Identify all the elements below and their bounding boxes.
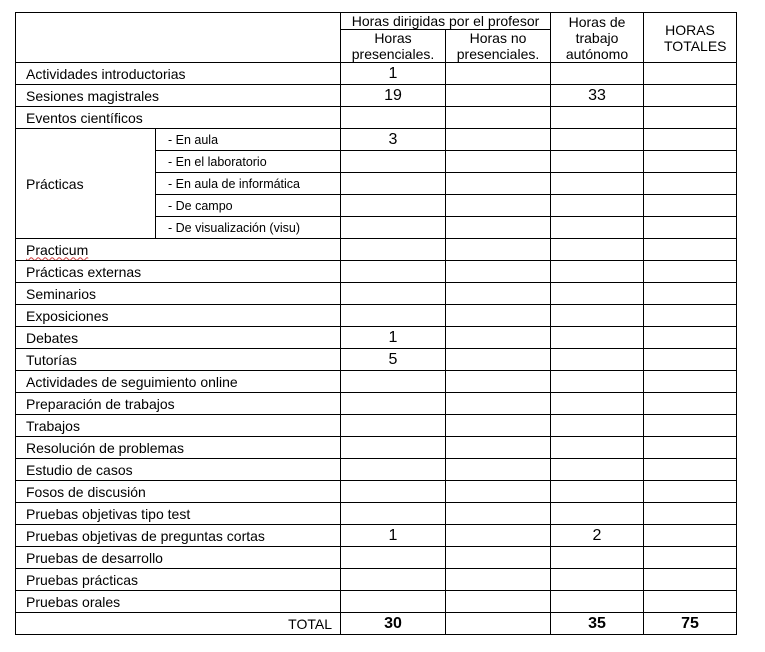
table-row [16,129,737,151]
total-hours [644,591,737,613]
total-hours [644,547,737,569]
non-presential-hours [446,349,551,371]
header-autonomous: Horas de trabajo autónomo [551,13,644,63]
presential-hours [341,481,446,503]
non-presential-hours [446,261,551,283]
autonomous-hours [551,63,644,85]
activity-label: Preparación de trabajos [16,393,341,415]
non-presential-hours [446,195,551,217]
header-total: HORAS TOTALES [644,13,737,63]
activity-label: Actividades de seguimiento online [16,371,341,393]
activity-label: Actividades introductorias [16,63,341,85]
total-overall: 75 [644,613,737,635]
total-hours [644,437,737,459]
autonomous-hours [551,481,644,503]
non-presential-hours [446,239,551,261]
non-presential-hours [446,503,551,525]
autonomous-hours [551,415,644,437]
non-presential-hours [446,129,551,151]
total-hours [644,569,737,591]
activity-label: Resolución de problemas [16,437,341,459]
total-non-presential [446,613,551,635]
total-hours [644,327,737,349]
table-row [16,85,737,107]
table-row [16,349,737,371]
presential-hours [341,173,446,195]
total-hours [644,349,737,371]
total-hours [644,305,737,327]
table-row [16,503,737,525]
autonomous-hours [551,327,644,349]
activity-label: Pruebas objetivas de preguntas cortas [16,525,341,547]
presential-hours: 1 [341,63,446,85]
activity-label: Sesiones magistrales [16,85,341,107]
activity-label: Debates [16,327,341,349]
total-hours [644,107,737,129]
autonomous-hours [551,261,644,283]
autonomous-hours [551,129,644,151]
autonomous-hours [551,305,644,327]
presential-hours: 5 [341,349,446,371]
non-presential-hours [446,569,551,591]
autonomous-hours [551,503,644,525]
activity-label: Pruebas orales [16,591,341,613]
activity-label: Estudio de casos [16,459,341,481]
presential-hours: 1 [341,525,446,547]
presential-hours [341,371,446,393]
autonomous-hours [551,349,644,371]
total-autonomous: 35 [551,613,644,635]
table-row [16,415,737,437]
table-row [16,305,737,327]
total-hours [644,283,737,305]
presential-hours [341,503,446,525]
total-label: TOTAL [16,613,341,635]
presential-hours [341,393,446,415]
autonomous-hours [551,195,644,217]
total-row [16,613,737,635]
activity-label: Trabajos [16,415,341,437]
header-non-presential: Horas no presenciales. [446,30,551,63]
autonomous-hours [551,283,644,305]
non-presential-hours [446,305,551,327]
non-presential-hours [446,371,551,393]
non-presential-hours [446,173,551,195]
table-row [16,327,737,349]
presential-hours: 3 [341,129,446,151]
practicum-text: Practicum [26,241,89,258]
activity-label: Exposiciones [16,305,341,327]
non-presential-hours [446,107,551,129]
autonomous-hours [551,437,644,459]
total-hours [644,151,737,173]
non-presential-hours [446,85,551,107]
presential-hours [341,547,446,569]
total-hours [644,503,737,525]
total-hours [644,63,737,85]
table-row [16,591,737,613]
non-presential-hours [446,327,551,349]
table-row [16,63,737,85]
autonomous-hours: 2 [551,525,644,547]
activity-label [16,239,341,261]
activity-label: Eventos científicos [16,107,341,129]
practica-sub-label: - De campo [156,195,341,217]
practica-sub-label: - En el laboratorio [156,151,341,173]
presential-hours [341,195,446,217]
table-row [16,283,737,305]
table-row [16,437,737,459]
non-presential-hours [446,525,551,547]
total-hours [644,239,737,261]
hours-table [15,12,737,635]
non-presential-hours [446,481,551,503]
table-row [16,525,737,547]
total-hours [644,459,737,481]
presential-hours [341,591,446,613]
non-presential-hours [446,415,551,437]
table-row [16,371,737,393]
presential-hours [341,459,446,481]
non-presential-hours [446,591,551,613]
total-hours [644,415,737,437]
presential-hours [341,569,446,591]
total-hours [644,261,737,283]
presential-hours [341,261,446,283]
non-presential-hours [446,459,551,481]
table-row [16,393,737,415]
table-row [16,569,737,591]
table-row [16,481,737,503]
autonomous-hours [551,217,644,239]
total-hours [644,85,737,107]
practica-sub-label: - En aula [156,129,341,151]
autonomous-hours [551,239,644,261]
non-presential-hours [446,151,551,173]
total-hours [644,173,737,195]
autonomous-hours [551,151,644,173]
autonomous-hours [551,107,644,129]
table-row [16,261,737,283]
total-hours [644,129,737,151]
total-hours [644,481,737,503]
total-hours [644,371,737,393]
non-presential-hours [446,437,551,459]
activity-label: Seminarios [16,283,341,305]
autonomous-hours [551,547,644,569]
header-row-top [16,13,737,30]
presential-hours: 1 [341,327,446,349]
table-row [16,459,737,481]
practicas-group-label: Prácticas [16,129,156,239]
activity-label: Fosos de discusión [16,481,341,503]
presential-hours [341,437,446,459]
presential-hours [341,107,446,129]
activity-label: Pruebas objetivas tipo test [16,503,341,525]
header-presential: Horas presenciales. [341,30,446,63]
presential-hours [341,283,446,305]
autonomous-hours [551,173,644,195]
autonomous-hours [551,591,644,613]
practica-sub-label: - En aula de informática [156,173,341,195]
table-row [16,547,737,569]
non-presential-hours [446,283,551,305]
activity-label: Tutorías [16,349,341,371]
total-presential: 30 [341,613,446,635]
activity-label: Pruebas prácticas [16,569,341,591]
non-presential-hours [446,217,551,239]
presential-hours [341,415,446,437]
activity-label: Pruebas de desarrollo [16,547,341,569]
autonomous-hours [551,393,644,415]
presential-hours [341,239,446,261]
total-hours [644,217,737,239]
total-hours [644,195,737,217]
activity-label: Prácticas externas [16,261,341,283]
presential-hours [341,217,446,239]
presential-hours: 19 [341,85,446,107]
non-presential-hours [446,547,551,569]
autonomous-hours [551,371,644,393]
practica-sub-label: - De visualización (visu) [156,217,341,239]
header-blank-cell [16,13,341,63]
non-presential-hours [446,63,551,85]
presential-hours [341,305,446,327]
presential-hours [341,151,446,173]
non-presential-hours [446,393,551,415]
total-hours [644,525,737,547]
autonomous-hours [551,459,644,481]
autonomous-hours [551,569,644,591]
autonomous-hours: 33 [551,85,644,107]
header-directed: Horas dirigidas por el profesor [341,13,551,30]
table-row [16,239,737,261]
table-row [16,107,737,129]
total-hours [644,393,737,415]
